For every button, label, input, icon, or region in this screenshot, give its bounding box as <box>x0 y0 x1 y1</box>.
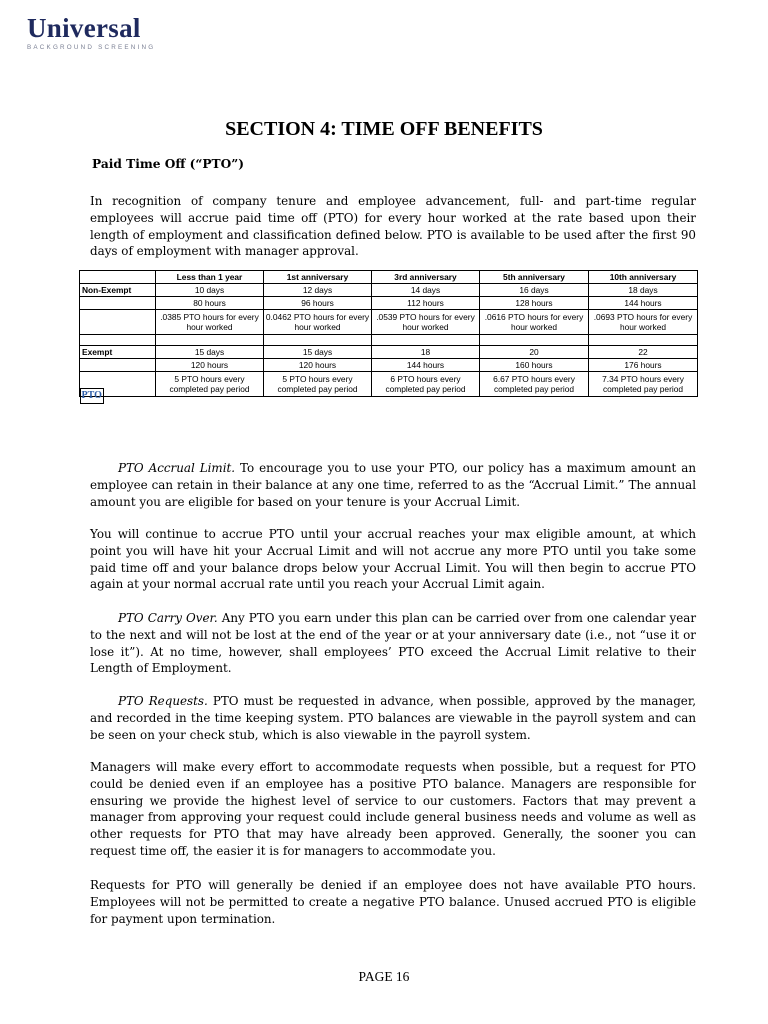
table-cell: 16 days <box>480 284 589 297</box>
managers-paragraph: Managers will make every effort to accommodate requests when possible, but a request for PTO could be denied even if an employee has a positive PTO balance. Managers are responsible for ensuring we provide the highest level of service to our customers. Factors that may prevent a manager from approving your request could include general business needs and volume as well as other requests for PTO that may have already been approved. Generally, the sooner you can request time off, the easier it is for managers to accommodate you. <box>90 760 696 858</box>
accrual-limit-text: To encourage you to use your PTO, our policy has a maximum amount an employee can retain in their balance at any one time, referred to as the “Accrual Limit.” The annual amount you are eligible for based on your tenure is your Accrual Limit. <box>90 461 697 509</box>
group-label-empty <box>80 310 156 335</box>
table-title-row <box>80 388 768 404</box>
intro-paragraph: In recognition of company tenure and employee advancement, full- and part-time regular employees will accrue paid time off (PTO) for every hour worked at the rate based upon their length of employment and classification defined below. PTO is available to be used after the first 90 days of employment with manager approval. <box>90 194 696 259</box>
continue-accrual-paragraph: You will continue to accrue PTO until your accrual reaches your max eligible amount, at which point you will have hit your Accrual Limit and will not accrue any more PTO until you take some paid time off and your balance drops below your Accrual Limit. You will then begin to accrue PTO again at your normal accrual rate until you reach your Accrual Limit again. <box>90 527 696 592</box>
carry-over-text: Any PTO you earn under this plan can be carried over from one calendar year to the next and will not be lost at the end of the year or at your anniversary date (i.e., not “use it or lose it”). At no time, however, shall employees’ PTO exceed the Accrual Limit relative to their Length of Employment. <box>90 611 697 676</box>
group-label: Exempt <box>80 346 156 359</box>
spacer-cell <box>372 335 480 346</box>
section-title: SECTION 4: TIME OFF BENEFITS <box>225 118 543 140</box>
table-cell: 14 days <box>372 284 480 297</box>
table-cell: .0616 PTO hours for every hour worked <box>480 310 589 335</box>
logo-tagline: BACKGROUND SCREENING <box>27 44 156 51</box>
table-cell: 12 days <box>264 284 372 297</box>
table-cell: 112 hours <box>372 297 480 310</box>
table-title: PTO <box>80 389 103 404</box>
table-cell: 120 hours <box>156 359 264 372</box>
requests-text: PTO must be requested in advance, when possible, approved by the manager, and recorded in the time keeping system. PTO balances are viewable in the payroll system and can be seen on your check stub, which is also viewable in the payroll system. <box>90 694 696 742</box>
table-row <box>80 346 698 359</box>
column-header: Less than 1 year <box>156 271 264 284</box>
table-cell: .0539 PTO hours for every hour worked <box>372 310 480 335</box>
column-header: 5th anniversary <box>480 271 589 284</box>
table-cell: 6 PTO hours every completed pay period <box>372 372 480 397</box>
spacer-cell <box>156 335 264 346</box>
group-label: Non-Exempt <box>80 284 156 297</box>
requests-heading: PTO Requests. <box>118 694 208 708</box>
table-cell: 0.0462 PTO hours for every hour worked <box>264 310 372 335</box>
table-row <box>80 310 698 335</box>
table-corner-cell <box>80 271 156 284</box>
carry-over-heading: PTO Carry Over. <box>118 611 218 625</box>
table-cell: .0385 PTO hours for every hour worked <box>156 310 264 335</box>
table-cell: 176 hours <box>589 359 698 372</box>
spacer-cell <box>80 335 156 346</box>
group-label-empty <box>80 297 156 310</box>
table-cell: 18 <box>372 346 480 359</box>
table-cell: 20 <box>480 346 589 359</box>
table-cell: 160 hours <box>480 359 589 372</box>
table-cell: .0693 PTO hours for every hour worked <box>589 310 698 335</box>
pto-table <box>79 270 698 401</box>
table-row <box>80 284 698 297</box>
group-label-empty <box>80 359 156 372</box>
subheading: Paid Time Off (“PTO”) <box>92 157 244 171</box>
table-cell: 15 days <box>156 346 264 359</box>
spacer-cell <box>589 335 698 346</box>
requests-paragraph <box>90 693 696 743</box>
table-row <box>80 359 698 372</box>
column-header: 1st anniversary <box>264 271 372 284</box>
table-cell: 7.34 PTO hours every completed pay period <box>589 372 698 397</box>
table-header-row <box>80 271 698 284</box>
table-cell: 5 PTO hours every completed pay period <box>156 372 264 397</box>
carry-over-paragraph <box>90 610 696 677</box>
accrual-limit-heading: PTO Accrual Limit. <box>118 461 236 475</box>
table-cell: 144 hours <box>372 359 480 372</box>
denial-paragraph: Requests for PTO will generally be denied if an employee does not have available PTO hours. Employees will not be permitted to create a negative PTO balance. Unused accrued PTO is eligible for payment upon termination. <box>90 878 696 926</box>
company-logo <box>27 14 155 51</box>
table-cell: 128 hours <box>480 297 589 310</box>
accrual-limit-paragraph <box>90 460 696 510</box>
table-cell: 5 PTO hours every completed pay period <box>264 372 372 397</box>
logo-wordmark: Universal <box>27 13 141 43</box>
spacer-cell <box>264 335 372 346</box>
table-cell: 144 hours <box>589 297 698 310</box>
spacer-cell <box>480 335 589 346</box>
table-cell: 18 days <box>589 284 698 297</box>
table-cell: 96 hours <box>264 297 372 310</box>
table-spacer-row <box>80 335 698 346</box>
column-header: 3rd anniversary <box>372 271 480 284</box>
table-cell: 22 <box>589 346 698 359</box>
table-row <box>80 297 698 310</box>
column-header: 10th anniversary <box>589 271 698 284</box>
table-cell: 120 hours <box>264 359 372 372</box>
table-cell: 15 days <box>264 346 372 359</box>
table-cell: 6.67 PTO hours every completed pay period <box>480 372 589 397</box>
table-cell: 10 days <box>156 284 264 297</box>
table-cell: 80 hours <box>156 297 264 310</box>
page-number: PAGE 16 <box>358 969 410 984</box>
